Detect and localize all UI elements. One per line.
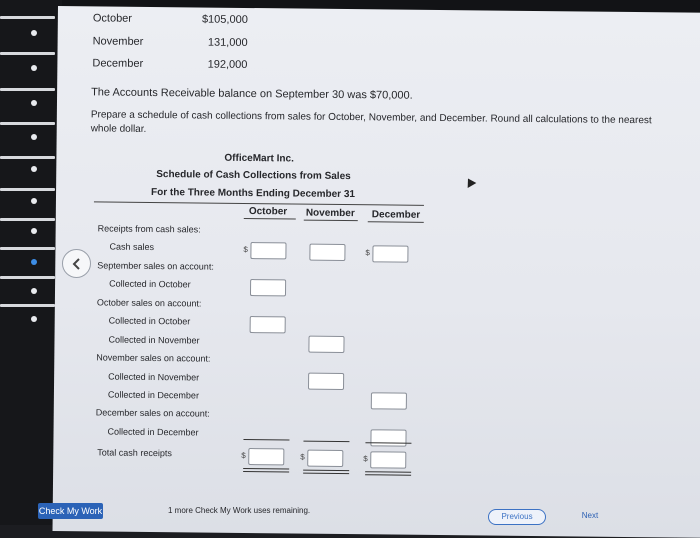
sep-collected-october-input[interactable] bbox=[250, 279, 286, 296]
budget-month: October bbox=[92, 12, 133, 25]
company-name: OfficeMart Inc. bbox=[224, 152, 294, 165]
previous-button[interactable]: Previous bbox=[488, 509, 546, 525]
total-november-input[interactable] bbox=[307, 450, 343, 467]
strip-bar bbox=[0, 276, 55, 279]
nov-collected-november-input[interactable] bbox=[308, 373, 344, 390]
total-rule bbox=[303, 470, 349, 471]
strip-bar bbox=[0, 304, 55, 307]
budget-amount: 192,000 bbox=[207, 58, 248, 71]
row-label-september-on-account: September sales on account: bbox=[97, 260, 214, 272]
total-rule bbox=[365, 474, 411, 475]
back-button[interactable] bbox=[62, 249, 91, 278]
question-panel bbox=[53, 6, 700, 538]
currency-symbol: $ bbox=[300, 452, 305, 462]
nav-dot[interactable] bbox=[31, 288, 37, 294]
total-rule bbox=[303, 473, 349, 474]
strip-bar bbox=[0, 156, 55, 159]
nav-dot[interactable] bbox=[31, 30, 37, 36]
nav-dot[interactable] bbox=[31, 228, 37, 234]
column-header-october: October bbox=[248, 206, 288, 218]
nov-collected-december-input[interactable] bbox=[371, 392, 407, 409]
currency-symbol: $ bbox=[363, 454, 368, 464]
schedule-title: Schedule of Cash Collections from Sales bbox=[156, 169, 351, 183]
strip-bar bbox=[0, 88, 55, 91]
strip-bar bbox=[0, 16, 55, 19]
cash-sales-december-input[interactable] bbox=[372, 245, 408, 262]
row-label-october-on-account: October sales on account: bbox=[96, 297, 202, 309]
row-label-total: Total cash receipts bbox=[97, 447, 172, 459]
column-rule bbox=[368, 221, 424, 223]
column-rule bbox=[304, 220, 358, 222]
instruction-text: whole dollar. bbox=[90, 123, 147, 135]
strip-bar bbox=[0, 188, 55, 191]
row-label-oct-collected-nov: Collected in November bbox=[108, 334, 200, 346]
chevron-left-icon bbox=[70, 257, 84, 271]
row-label-dec-collected-dec: Collected in December bbox=[107, 426, 199, 438]
row-label-oct-collected-oct: Collected in October bbox=[108, 315, 191, 327]
check-remaining-text: 1 more Check My Work uses remaining. bbox=[168, 506, 311, 515]
strip-bar bbox=[0, 247, 55, 250]
row-label-december-on-account: December sales on account: bbox=[95, 407, 210, 419]
ar-balance-text: The Accounts Receivable balance on September 30 was $70,000. bbox=[91, 86, 413, 102]
sum-rule bbox=[243, 439, 289, 440]
dec-collected-december-input[interactable] bbox=[370, 429, 406, 446]
row-label-nov-collected-dec: Collected in December bbox=[107, 389, 200, 401]
cash-sales-october-input[interactable] bbox=[250, 242, 286, 259]
nav-dot[interactable] bbox=[31, 100, 37, 106]
nav-dot[interactable] bbox=[31, 198, 37, 204]
budget-month: November bbox=[92, 35, 144, 48]
column-header-december: December bbox=[371, 209, 421, 221]
oct-collected-october-input[interactable] bbox=[250, 316, 286, 333]
currency-symbol: $ bbox=[365, 248, 370, 258]
instruction-text: Prepare a schedule of cash collections from sales for October, November, and December. Round all calculations to the nearest bbox=[90, 109, 652, 127]
total-october-input[interactable] bbox=[248, 448, 284, 465]
total-rule bbox=[243, 468, 289, 469]
sum-rule bbox=[303, 441, 349, 442]
nav-dot[interactable] bbox=[31, 134, 37, 140]
next-button[interactable]: Next bbox=[581, 511, 599, 520]
currency-symbol: $ bbox=[241, 450, 246, 460]
cash-sales-november-input[interactable] bbox=[309, 244, 345, 261]
nav-dot[interactable] bbox=[31, 316, 37, 322]
row-label-sep-collected-oct: Collected in October bbox=[109, 278, 191, 290]
budget-month: December bbox=[92, 57, 144, 70]
row-label-receipts-cash: Receipts from cash sales: bbox=[97, 223, 201, 235]
budget-amount: 131,000 bbox=[207, 36, 248, 49]
strip-bar bbox=[0, 122, 55, 125]
row-label-nov-collected-nov: Collected in November bbox=[108, 371, 200, 383]
strip-bar bbox=[0, 218, 55, 221]
oct-collected-november-input[interactable] bbox=[308, 336, 344, 353]
currency-symbol: $ bbox=[243, 244, 248, 255]
budget-amount: $105,000 bbox=[201, 13, 248, 26]
schedule-period: For the Three Months Ending December 31 bbox=[150, 186, 356, 201]
column-rule bbox=[244, 218, 296, 220]
nav-dot[interactable] bbox=[31, 65, 37, 71]
total-rule bbox=[243, 471, 289, 472]
nav-dot-active[interactable] bbox=[31, 259, 37, 265]
nav-dot[interactable] bbox=[31, 166, 37, 172]
strip-bar bbox=[0, 52, 55, 55]
total-rule bbox=[365, 471, 411, 472]
row-label-cash-sales: Cash sales bbox=[109, 241, 155, 253]
row-label-november-on-account: November sales on account: bbox=[96, 352, 211, 364]
check-my-work-button[interactable]: Check My Work bbox=[38, 503, 103, 519]
column-header-november: November bbox=[305, 207, 355, 220]
total-december-input[interactable] bbox=[370, 451, 406, 468]
